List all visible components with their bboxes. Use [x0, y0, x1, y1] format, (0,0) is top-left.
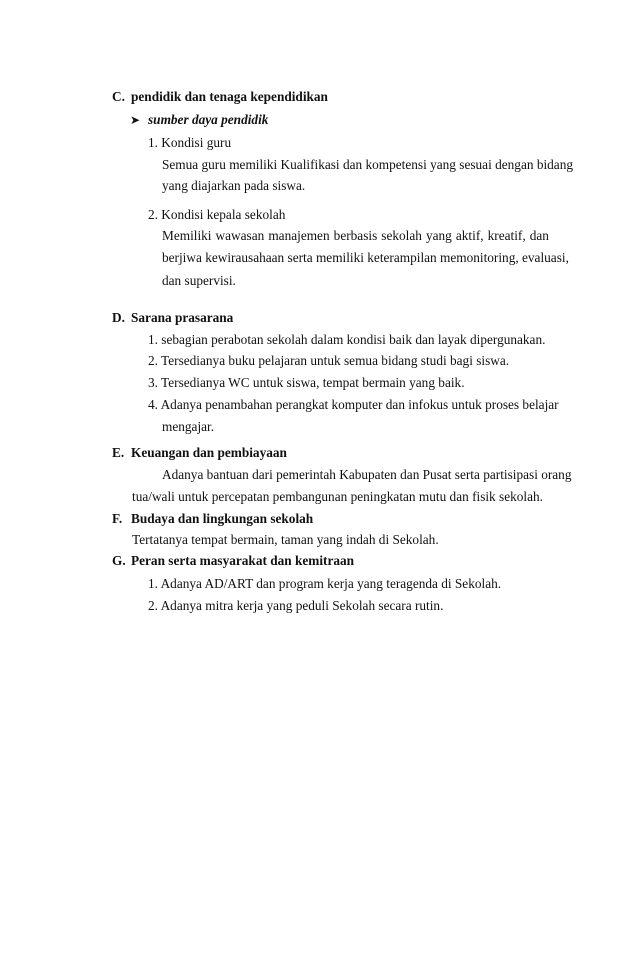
section-c-item1-label: 1. Kondisi guru	[148, 135, 232, 150]
section-c-letter: C.	[112, 89, 125, 104]
section-d-heading	[112, 310, 233, 326]
section-c-item1-text-1: Semua guru memiliki Kualifikasi dan kompetensi yang sesuai dengan bidang	[162, 157, 574, 172]
section-c-item2-text-3: dan supervisi.	[162, 273, 236, 288]
section-f-title: Budaya dan lingkungan sekolah	[131, 511, 314, 526]
section-c-title: pendidik dan tenaga kependidikan	[131, 89, 328, 104]
section-g-heading	[112, 553, 354, 569]
section-c-item1-text-2: yang diajarkan pada siswa.	[162, 178, 306, 193]
section-g-letter: G.	[112, 553, 126, 568]
section-d-item-4-cont: mengajar.	[162, 419, 215, 434]
section-d-item-1: 1. sebagian perabotan sekolah dalam kondisi baik dan layak dipergunakan.	[148, 332, 546, 347]
section-c-item2-text-2: berjiwa kewirausahaan serta memiliki keterampilan memonitoring, evaluasi,	[162, 250, 569, 265]
section-c-heading	[112, 89, 328, 105]
section-e-letter: E.	[112, 445, 125, 460]
section-e-text-1: Adanya bantuan dari pemerintah Kabupaten dan Pusat serta partisipasi orang	[162, 467, 572, 482]
arrow-bullet-icon: ➤	[130, 113, 141, 127]
section-g-item-2: 2. Adanya mitra kerja yang peduli Sekolah secara rutin.	[148, 598, 444, 613]
section-f-heading	[112, 511, 313, 527]
section-g-title: Peran serta masyarakat dan kemitraan	[131, 553, 355, 568]
section-d-letter: D.	[112, 310, 125, 325]
section-c-item2-text-1: Memiliki wawasan manajemen berbasis sekolah yang aktif, kreatif, dan	[162, 228, 549, 243]
section-d-title: Sarana prasarana	[131, 310, 234, 325]
section-c-bullet-text: sumber daya pendidik	[148, 112, 269, 127]
section-f-text: Tertatanya tempat bermain, taman yang indah di Sekolah.	[132, 532, 439, 547]
section-f-letter: F.	[112, 511, 123, 526]
section-c-bullet	[130, 112, 268, 128]
section-e-title: Keuangan dan pembiayaan	[131, 445, 287, 460]
section-e-heading	[112, 445, 287, 461]
section-d-item-4: 4. Adanya penambahan perangkat komputer dan infokus untuk proses belajar	[148, 397, 559, 412]
section-d-item-2: 2. Tersedianya buku pelajaran untuk semua bidang studi bagi siswa.	[148, 353, 510, 368]
section-g-item-1: 1. Adanya AD/ART dan program kerja yang teragenda di Sekolah.	[148, 576, 502, 591]
section-d-item-3: 3. Tersedianya WC untuk siswa, tempat bermain yang baik.	[148, 375, 465, 390]
section-c-item2-label: 2. Kondisi kepala sekolah	[148, 207, 286, 222]
section-e-text-2: tua/wali untuk percepatan pembangunan peningkatan mutu dan fisik sekolah.	[132, 489, 543, 504]
